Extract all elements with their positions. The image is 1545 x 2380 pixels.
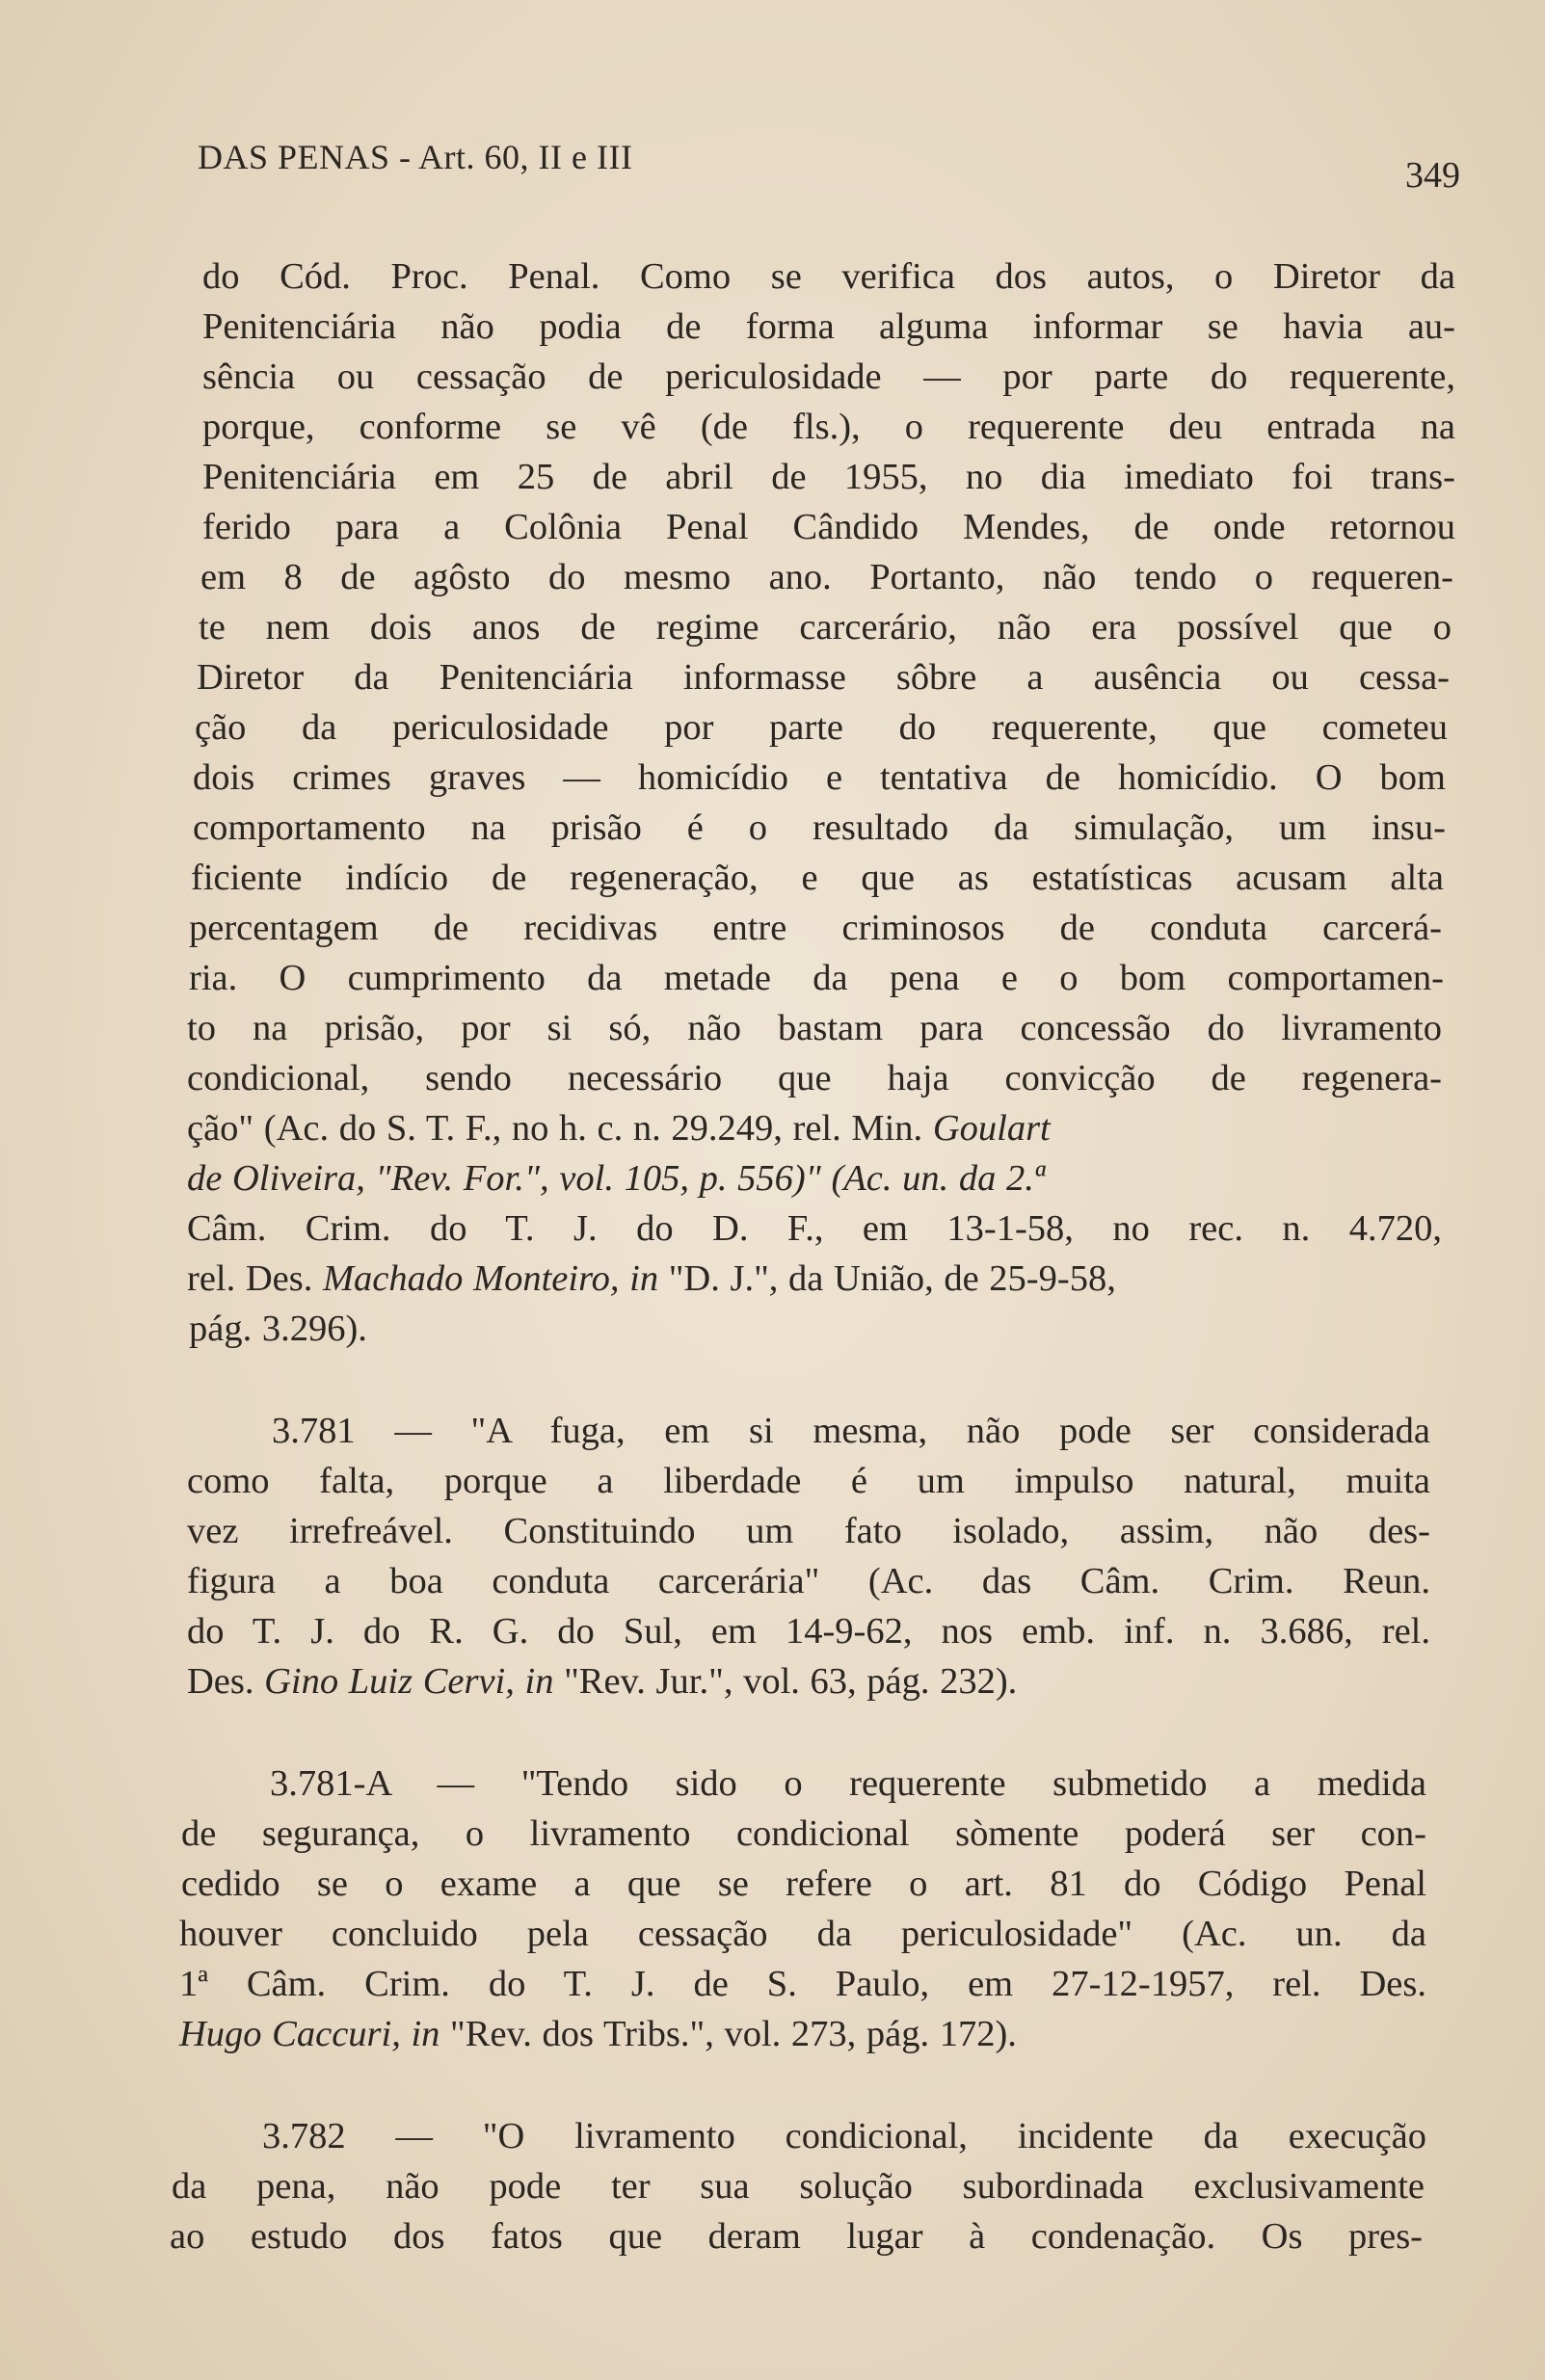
text-line: em 8 de agôsto do mesmo ano. Portanto, não tendo o requeren- [200, 557, 1453, 597]
text-line: da pena, não pode ter sua solução subordinada exclusivamente [172, 2166, 1425, 2207]
text-line: ficiente indício de regeneração, e que as estatísticas acusam alta [191, 858, 1444, 898]
italic-name: Goulart [932, 1108, 1051, 1149]
text-line: percentagem de recidivas entre criminosos de conduta carcerá- [189, 908, 1442, 948]
text-line-citation [187, 1260, 1442, 1298]
page-number: 349 [1405, 155, 1460, 196]
text-line: vez irrefreável. Constituindo um fato isolado, assim, não des- [187, 1511, 1430, 1551]
text-line: houver concluido pela cessação da periculosidade" (Ac. un. da [179, 1914, 1426, 1954]
text-line: Penitenciária em 25 de abril de 1955, no dia imediato foi trans- [202, 457, 1455, 497]
text-run: rel. Des. [187, 1258, 323, 1299]
text-line: pág. 3.296). [189, 1309, 367, 1349]
text-line-citation [179, 2016, 1017, 2053]
italic-name: Machado Monteiro, in [322, 1258, 659, 1299]
italic-name: Oliveira, "Rev. For.", vol. 105, p. 556)" (Ac. un. da 2.ª [231, 1158, 1045, 1199]
text-line: condicional, sendo necessário que haja convicção de regenera- [187, 1058, 1442, 1098]
italic-name: de [187, 1158, 223, 1199]
text-line: Penitenciária não podia de forma alguma informar se havia au- [202, 306, 1455, 347]
text-line: ção da periculosidade por parte do requerente, que cometeu [195, 707, 1448, 748]
text-line: do Cód. Proc. Penal. Como se verifica dos autos, o Diretor da [202, 256, 1455, 297]
text-line: ao estudo dos fatos que deram lugar à condenação. Os pres- [170, 2216, 1423, 2257]
text-run: "Rev. Jur.", vol. 63, pág. 232). [553, 1661, 1018, 1702]
running-head: DAS PENAS - Art. 60, II e III [198, 138, 633, 176]
text-run: ção" (Ac. do S. T. F., no h. c. n. 29.249, rel. Min. [187, 1108, 933, 1149]
italic-name: Hugo Caccuri, in [179, 2014, 440, 2054]
text-line: to na prisão, por si só, não bastam para concessão do livramento [187, 1008, 1442, 1048]
text-line: te nem dois anos de regime carcerário, não era possível que o [199, 607, 1452, 648]
text-line-citation [187, 1110, 1442, 1148]
paragraph-start-3782: 3.782 — "O livramento condicional, incidente da execução [262, 2116, 1426, 2156]
text-line: ria. O cumprimento da metade da pena e o bom comportamen- [189, 958, 1444, 998]
text-line: 1ª Câm. Crim. do T. J. de S. Paulo, em 27-12-1957, rel. Des. [179, 1964, 1426, 2004]
italic-name: Gino Luiz Cervi, in [264, 1661, 554, 1702]
text-line-citation [187, 1160, 1442, 1198]
paragraph-start-3781a: 3.781-A — "Tendo sido o requerente submetido a medida [270, 1763, 1426, 1804]
text-line: Câm. Crim. do T. J. do D. F., em 13-1-58, no rec. n. 4.720, [187, 1208, 1442, 1249]
text-line: dois crimes graves — homicídio e tentativa de homicídio. O bom [193, 757, 1446, 798]
paragraph-start-3781: 3.781 — "A fuga, em si mesma, não pode ser considerada [272, 1411, 1430, 1451]
text-line-citation [187, 1663, 1017, 1701]
text-line: figura a boa conduta carcerária" (Ac. das Câm. Crim. Reun. [187, 1561, 1430, 1601]
text-line: comportamento na prisão é o resultado da simulação, um insu- [193, 807, 1446, 848]
text-line: cedido se o exame a que se refere o art. 81 do Código Penal [181, 1864, 1426, 1904]
text-line: como falta, porque a liberdade é um impulso natural, muita [187, 1461, 1430, 1501]
text-run: "D. J.", da União, de 25-9-58, [658, 1258, 1116, 1299]
text-line: ferido para a Colônia Penal Cândido Mendes, de onde retornou [202, 507, 1455, 547]
text-line: porque, conforme se vê (de fls.), o requerente deu entrada na [202, 407, 1455, 447]
text-line: de segurança, o livramento condicional sòmente poderá ser con- [181, 1813, 1426, 1854]
text-line: do T. J. do R. G. do Sul, em 14-9-62, nos emb. inf. n. 3.686, rel. [187, 1611, 1430, 1652]
text-run: Des. [187, 1661, 265, 1702]
text-run: "Rev. dos Tribs.", vol. 273, pág. 172). [440, 2014, 1017, 2054]
text-line: sência ou cessação de periculosidade — por parte do requerente, [202, 357, 1455, 397]
text-line: Diretor da Penitenciária informasse sôbre a ausência ou cessa- [197, 657, 1450, 698]
